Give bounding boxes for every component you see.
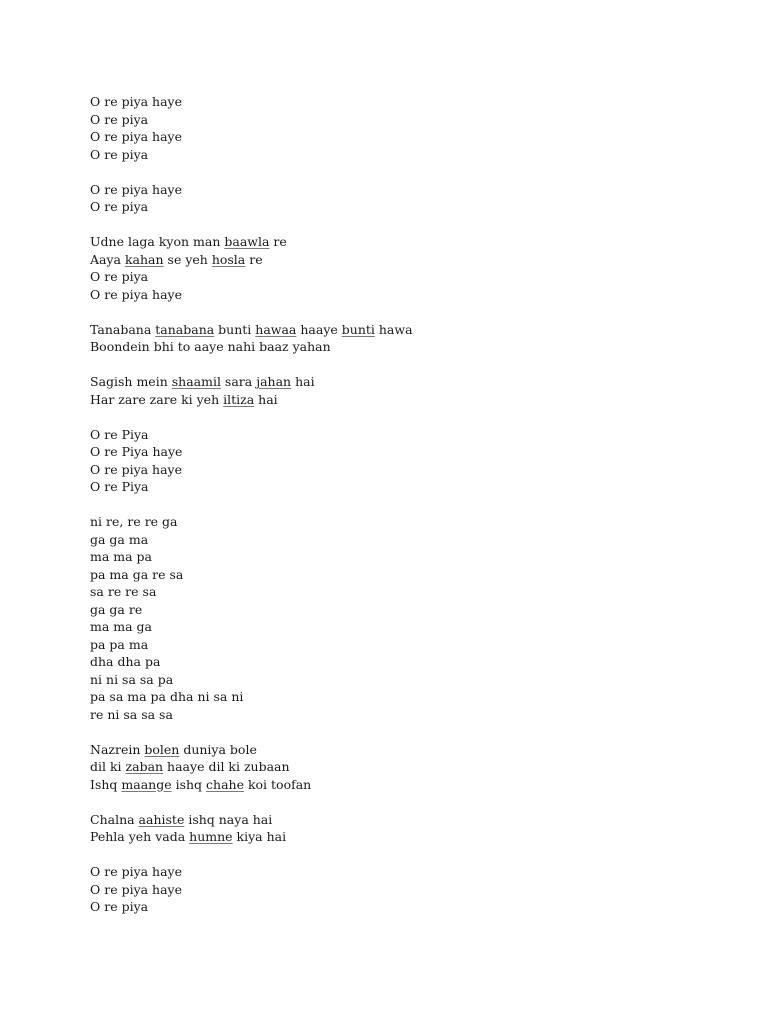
lyric-text: Pehla yeh vada	[90, 829, 190, 844]
lyric-text: duniya bole	[179, 741, 257, 757]
underlined-word: bunti	[341, 321, 375, 337]
lyric-line	[90, 443, 690, 461]
lyric-text: koi toofan	[243, 776, 312, 792]
lyric-text: dha dha pa	[90, 654, 161, 669]
lyric-line	[90, 898, 690, 916]
lyrics-body	[90, 93, 690, 933]
underlined-word: zaban	[125, 759, 164, 774]
lyric-text: O re piya haye	[90, 181, 183, 197]
lyric-text: O re piya	[90, 111, 149, 127]
lyric-text: se yeh	[163, 251, 212, 267]
stanza	[90, 513, 690, 723]
lyric-text: ma ma pa	[90, 549, 153, 564]
lyric-line	[90, 828, 690, 846]
stanza	[90, 741, 690, 794]
lyric-line	[90, 881, 690, 899]
lyric-line	[90, 128, 690, 146]
lyric-text: pa ma ga re sa	[90, 566, 184, 582]
lyric-line	[90, 758, 690, 776]
lyric-line	[90, 741, 690, 759]
lyric-line	[90, 636, 690, 654]
lyric-line	[90, 776, 690, 794]
lyric-text: ni ni sa sa pa	[90, 671, 174, 687]
stanza	[90, 863, 690, 916]
stanza	[90, 373, 690, 408]
underlined-word: iltiza	[223, 391, 255, 407]
lyric-text: re	[269, 234, 287, 249]
underlined-word: hawaa	[255, 321, 297, 337]
lyric-text: kiya hai	[232, 829, 287, 844]
lyric-text: ga ga re	[90, 601, 143, 617]
lyric-text: Ishq	[90, 776, 122, 792]
stanza	[90, 321, 690, 356]
lyric-text: ga ga ma	[90, 531, 149, 547]
lyric-text: sara	[220, 374, 257, 389]
lyric-line	[90, 461, 690, 479]
underlined-word: tanabana	[155, 321, 215, 337]
lyric-text: Udne laga kyon man	[90, 234, 225, 249]
lyric-text: Har zare zare ki yeh	[90, 391, 224, 407]
lyric-text: O re piya	[90, 146, 149, 162]
lyric-line	[90, 653, 690, 671]
underlined-word: shaamil	[171, 374, 221, 389]
lyric-line	[90, 618, 690, 636]
lyric-text: O re Piya	[90, 426, 149, 442]
lyric-line	[90, 321, 690, 339]
lyric-text: pa sa ma pa dha ni sa ni	[90, 689, 244, 704]
lyric-text: O re Piya haye	[90, 444, 183, 459]
lyric-text: haaye dil ki zubaan	[163, 759, 290, 774]
lyric-line	[90, 93, 690, 111]
lyric-text: ni re, re re ga	[90, 514, 178, 529]
lyric-text: O re piya	[90, 269, 149, 284]
lyric-line	[90, 811, 690, 829]
lyric-text: Tanabana	[90, 321, 156, 337]
underlined-word: maange	[121, 776, 172, 792]
lyric-text: O re piya haye	[90, 461, 183, 477]
lyric-text: haaye	[296, 321, 342, 337]
underlined-word: bolen	[144, 741, 180, 757]
stanza	[90, 811, 690, 846]
lyric-line	[90, 478, 690, 496]
lyric-text: pa pa ma	[90, 636, 149, 652]
lyric-text: Boondein bhi to aaye nahi baaz yahan	[90, 339, 331, 354]
underlined-word: hosla	[211, 251, 246, 267]
lyric-line	[90, 391, 690, 409]
stanza	[90, 426, 690, 496]
lyric-text: Chalna	[90, 811, 139, 827]
underlined-word: chahe	[206, 776, 244, 792]
lyric-text: O re piya haye	[90, 286, 183, 302]
stanza	[90, 181, 690, 216]
lyric-text: re	[245, 251, 263, 267]
lyric-line	[90, 601, 690, 619]
lyric-line	[90, 286, 690, 304]
lyric-line	[90, 146, 690, 164]
lyric-line	[90, 268, 690, 286]
lyric-line	[90, 513, 690, 531]
lyric-text: Nazrein	[90, 741, 145, 757]
lyric-line	[90, 373, 690, 391]
lyric-line	[90, 111, 690, 129]
lyric-text: hai	[254, 391, 278, 407]
lyric-line	[90, 233, 690, 251]
lyric-line	[90, 426, 690, 444]
lyric-line	[90, 583, 690, 601]
underlined-word: kahan	[124, 251, 164, 267]
stanza	[90, 93, 690, 163]
stanza	[90, 233, 690, 303]
lyric-text: O re piya	[90, 199, 149, 214]
lyric-text: Sagish mein	[90, 374, 172, 389]
lyric-text: sa re re sa	[90, 584, 157, 599]
lyric-line	[90, 671, 690, 689]
lyric-line	[90, 863, 690, 881]
lyric-text: Aaya	[90, 251, 125, 267]
lyric-text: ishq naya hai	[184, 811, 273, 827]
lyric-line	[90, 338, 690, 356]
lyric-line	[90, 181, 690, 199]
lyric-text: ishq	[171, 776, 207, 792]
lyric-text: O re piya haye	[90, 864, 183, 879]
underlined-word: jahan	[256, 374, 292, 389]
lyric-line	[90, 531, 690, 549]
lyric-line	[90, 706, 690, 724]
lyric-line	[90, 688, 690, 706]
lyric-text: hai	[291, 374, 315, 389]
lyric-text: O re piya	[90, 899, 149, 914]
underlined-word: aahiste	[138, 811, 185, 827]
lyric-text: O re Piya	[90, 479, 149, 494]
lyric-text: hawa	[374, 321, 413, 337]
lyric-text: re ni sa sa sa	[90, 706, 173, 722]
lyric-text: ma ma ga	[90, 619, 153, 634]
underlined-word: baawla	[224, 234, 270, 249]
lyric-line	[90, 198, 690, 216]
lyric-text: bunti	[214, 321, 256, 337]
lyric-text: O re piya haye	[90, 129, 183, 144]
lyric-text: O re piya haye	[90, 881, 183, 897]
lyric-line	[90, 548, 690, 566]
lyric-line	[90, 251, 690, 269]
lyric-line	[90, 566, 690, 584]
lyric-text: O re piya haye	[90, 94, 183, 109]
lyric-text: dil ki	[90, 759, 126, 774]
underlined-word: humne	[189, 829, 233, 844]
